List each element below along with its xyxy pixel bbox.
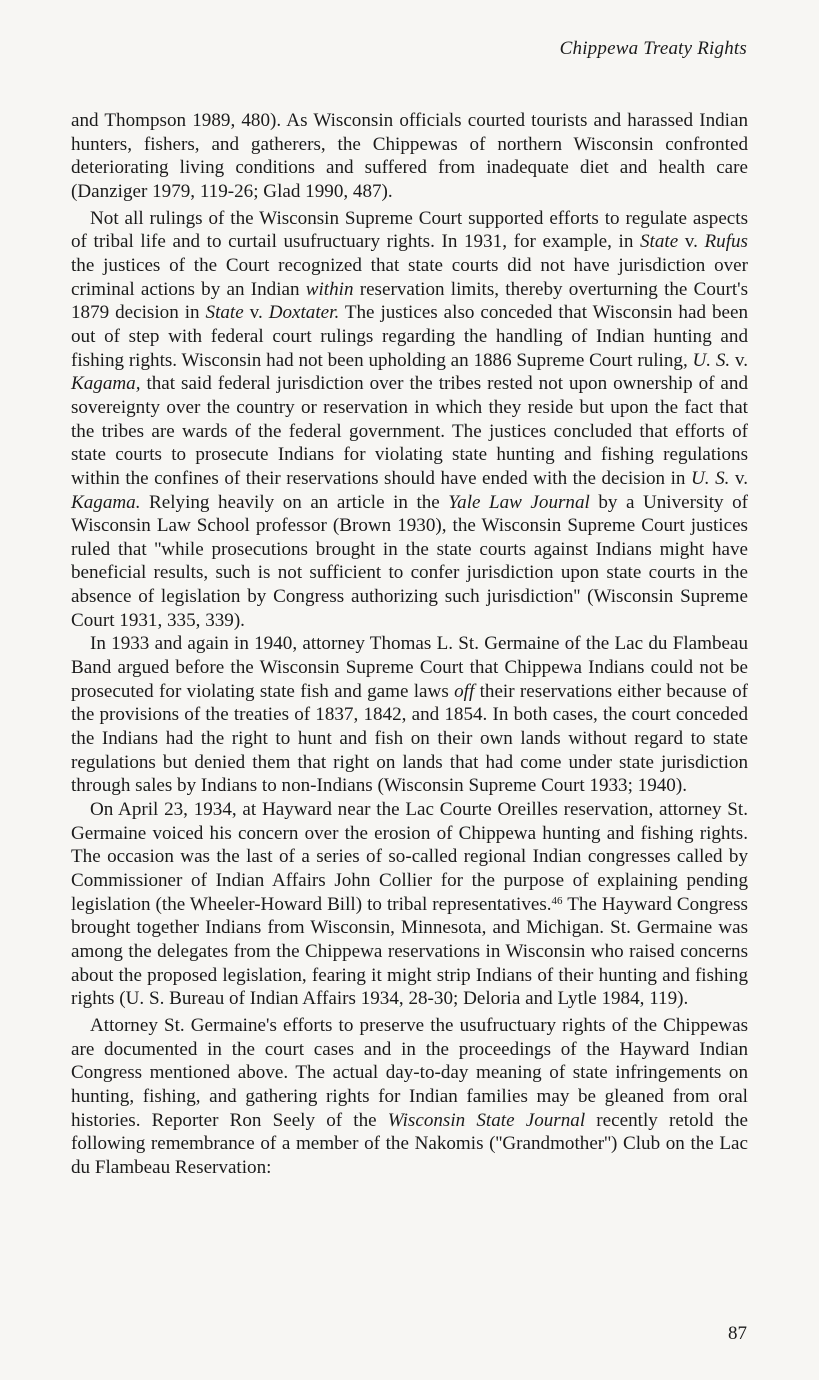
paragraph-2: Not all rulings of the Wisconsin Supreme Court supported efforts to regulate aspects of tribal life and to curtail usufructuary rights. In 1931, for example, in State v. Rufus the justices of the Court recognized that state courts did not have jurisdiction over criminal actions by an Indian within reservation limits, thereby overturning the Court's 1879 decision in State v. Doxtater. The justices also conceded that Wisconsin had been out of step with federal court rulings regarding the handling of Indian hunting and fishing rights. Wisconsin had not been upholding an 1886 Supreme Court ruling, U. S. v. Kagama, that said federal jurisdiction over the tribes rested not upon ownership of and sovereignty over the country or reservation in which they reside but upon the fact that the tribes are wards of the federal government. The justices concluded that efforts of state courts to prosecute Indians for violating state hunting and fishing regulations within the confines of their reservations should have ended with the decision in U. S. v. Kagama. Relying heavily on an article in the Yale Law Journal by a University of Wisconsin Law School professor (Brown 1930), the Wisconsin Supreme Court justices ruled that ''while prosecutions brought in the state courts against Indians might have beneficial results, such is not sufficient to confer jurisdiction upon state courts in the absence of legislation by Congress authorizing such jurisdiction'' (Wisconsin Supreme Court 1931, 335, 339). [71, 207, 749, 631]
paragraph-5: Attorney St. Germaine's efforts to preserve the usufructuary rights of the Chippewas are documented in the court cases and in the proceedings of the Hayward Indian Congress mentioned above. The actual day-to-day meaning of state infringements on hunting, fishing, and gathering rights for Indian families may be gleaned from oral histories. Reporter Ron Seely of the Wisconsin State Journal recently retold the following remembrance of a member of the Nakomis (''Grandmother'') Club on the Lac du Flambeau Reservation: [71, 1014, 748, 1178]
paragraph-3: In 1933 and again in 1940, attorney Thomas L. St. Germaine of the Lac du Flambeau Band argued before the Wisconsin Supreme Court that Chippewa Indians could not be prosecuted for violating state fish and game laws off their reservations either because of the provisions of the treaties of 1837, 1842, and 1854. In both cases, the court conceded the Indians had the right to hunt and fish on their own lands without regard to state regulations but denied them that right on lands that had come under state jurisdiction through sales by Indians to non-Indians (Wisconsin Supreme Court 1933; 1940). [71, 633, 748, 797]
footnote-ref-46: 46 [551, 894, 563, 907]
body-text [71, 109, 748, 1180]
page-number: 87 [728, 1323, 747, 1344]
running-head: Chippewa Treaty Rights [559, 38, 747, 59]
paragraph-1: and Thompson 1989, 480). As Wisconsin officials courted tourists and harassed Indian hunters, fishers, and gatherers, the Chippewas of northern Wisconsin confronted deteriorating living conditions and suffered from inadequate diet and health care (Danziger 1979, 119-26; Glad 1990, 487). [71, 110, 748, 202]
paragraph-4: On April 23, 1934, at Hayward near the Lac Courte Oreilles reservation, attorney St. Germaine voiced his concern over the erosion of Chippewa hunting and fishing rights. The occasion was the last of a series of so-called regional Indian congresses called by Commissioner of Indian Affairs John Collier for the purpose of explaining pending legislation (the Wheeler-Howard Bill) to tribal representatives.$^{46}$ The Hayward Congress brought together Indians from Wisconsin, Minnesota, and Michigan. St. Germaine was among the delegates from the Chippewa reservations in Wisconsin who raised concerns about the proposed legislation, fearing it might strip Indians of their hunting and fishing rights (U. S. Bureau of Indian Affairs 1934, 28-30; Deloria and Lytle 1984, 119). [71, 799, 748, 1010]
